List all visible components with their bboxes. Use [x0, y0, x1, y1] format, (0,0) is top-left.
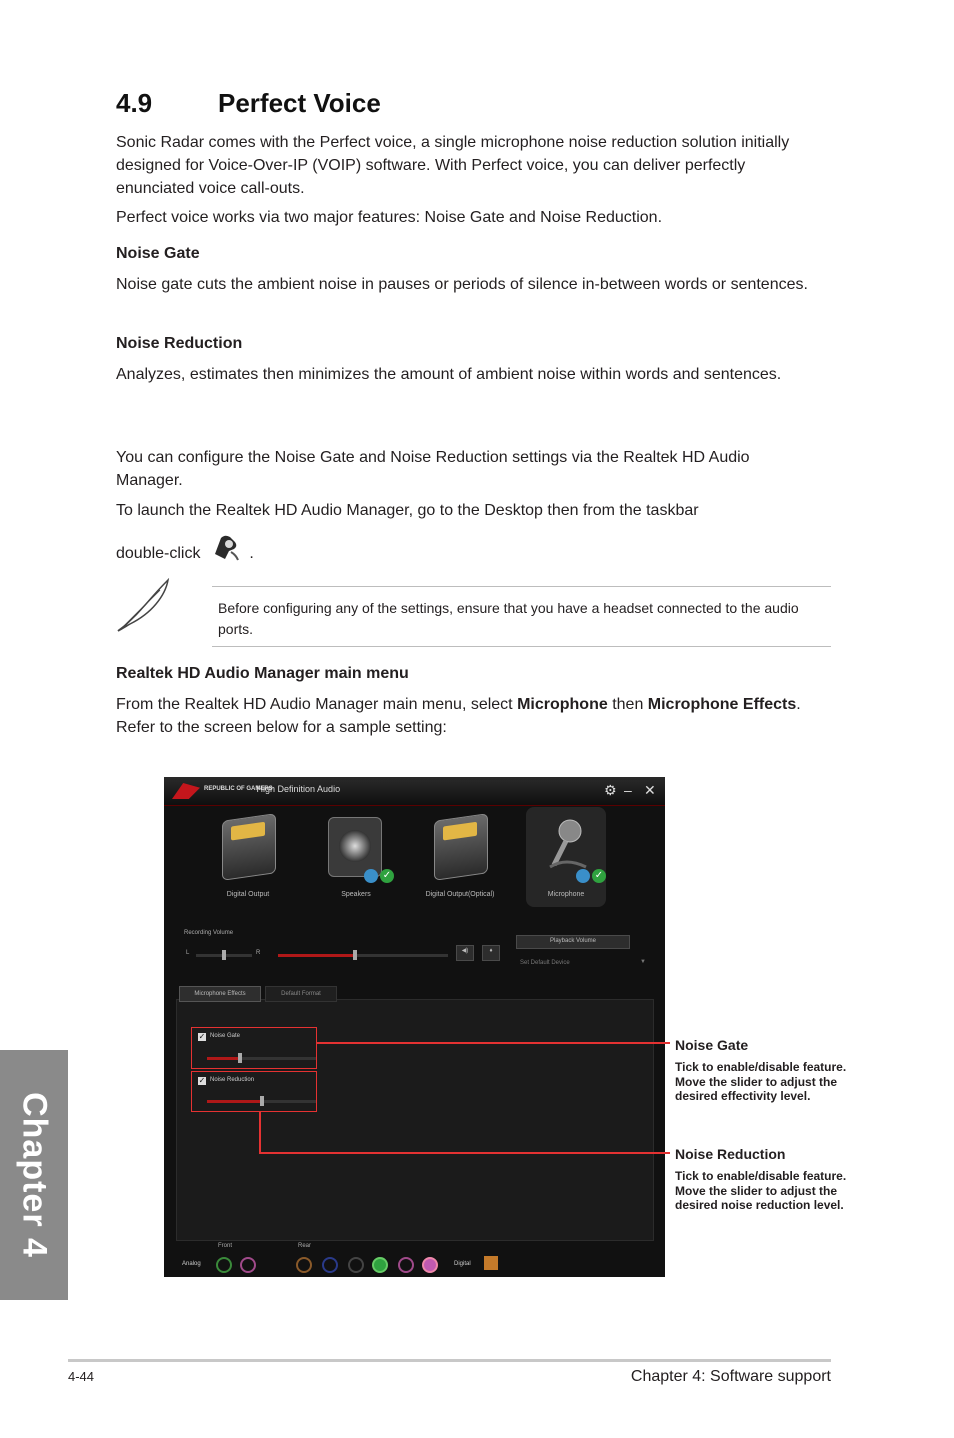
intro-paragraph-2: Perfect voice works via two major features: Noise Gate and Noise Reduction. [116, 209, 663, 226]
noise-reduction-callout-hline [259, 1152, 670, 1154]
noise-reduction-callout-vline [259, 1111, 261, 1153]
rear-label: Rear [298, 1243, 312, 1249]
digital-optical-icon [434, 813, 488, 881]
playback-volume-button[interactable]: Playback Volume [516, 935, 630, 949]
close-icon[interactable]: ✕ [644, 782, 656, 798]
noise-reduction-label: Noise Reduction [210, 1077, 255, 1083]
settings-icon[interactable]: ⚙ [604, 782, 617, 798]
instr-text-2: then [607, 696, 648, 713]
noise-gate-checkbox[interactable]: ✓ [198, 1032, 206, 1041]
device-label: Digital Output [226, 891, 270, 898]
section-heading [116, 88, 381, 119]
device-microphone[interactable] [526, 807, 606, 907]
speaker-check-icon: ✓ [380, 869, 394, 883]
set-default-device-dropdown[interactable]: Set Default Device [520, 960, 570, 966]
tab-default-format[interactable]: Default Format [265, 986, 337, 1002]
realtek-taskbar-icon [211, 532, 241, 569]
device-label: Digital Output(Optical) [425, 891, 495, 898]
instr-bold-microphone: Microphone [517, 696, 608, 713]
launch-line-1: To launch the Realtek HD Audio Manager, go to the Desktop then from the taskbar [116, 502, 699, 519]
chapter-tab-label: Chapter 4 [15, 1092, 54, 1258]
rear-blue-jack[interactable] [322, 1257, 338, 1273]
noise-gate-heading: Noise Gate [116, 245, 200, 262]
app-titlebar [164, 777, 665, 806]
speaker-cone [339, 830, 371, 862]
balance-left-label: L [186, 950, 190, 956]
minimize-icon[interactable]: – [624, 782, 632, 798]
main-menu-heading: Realtek HD Audio Manager main menu [116, 665, 409, 682]
note-text: Before configuring any of the settings, ensure that you have a headset connected to the audio ports. [218, 600, 799, 637]
rear-orange-jack[interactable] [296, 1257, 312, 1273]
recording-volume-slider[interactable] [278, 954, 448, 957]
section-number: 4.9 [116, 88, 153, 118]
microphone-check-icon: ✓ [592, 869, 606, 883]
rear-magenta-jack[interactable] [422, 1257, 438, 1273]
noise-gate-body: Noise gate cuts the ambient noise in pauses or periods of silence in-between words or sentences. [116, 276, 808, 293]
noise-reduction-checkbox[interactable]: ✓ [198, 1076, 206, 1085]
microphone-status-icon [576, 869, 590, 883]
brand-text: REPUBLIC OF GAMERS [204, 786, 273, 793]
device-digital-output[interactable] [208, 811, 288, 907]
device-label: Microphone [547, 891, 585, 898]
noise-gate-callout-line [316, 1042, 670, 1044]
footer-rule [68, 1359, 831, 1362]
digital-output-icon [222, 813, 276, 881]
front-pink-jack[interactable] [240, 1257, 256, 1273]
tab-microphone-effects[interactable]: Microphone Effects [179, 986, 261, 1002]
noise-gate-callout-desc: Tick to enable/disable feature. Move the slider to adjust the desired effectivity level. [675, 1060, 847, 1103]
digital-label: Digital [454, 1261, 471, 1267]
footer-chapter-title: Chapter 4: Software support [630, 1368, 831, 1385]
main-menu-instructions [116, 693, 816, 739]
digital-port-icon[interactable] [484, 1256, 498, 1270]
recording-volume-thumb[interactable] [353, 950, 357, 960]
rear-black-jack[interactable] [348, 1257, 364, 1273]
dropdown-chevron-icon[interactable]: ▼ [640, 959, 646, 965]
device-screen [231, 822, 265, 841]
device-screen [443, 822, 477, 841]
mic-boost-icon[interactable]: ♦ [482, 945, 500, 961]
chapter-side-tab [0, 1050, 68, 1300]
noise-reduction-callout-desc: Tick to enable/disable feature. Move the slider to adjust the desired noise reduction level. [675, 1169, 847, 1212]
configure-paragraph: You can configure the Noise Gate and Noise Reduction settings via the Realtek HD Audio Manager. [116, 449, 750, 489]
device-label: Speakers [341, 891, 371, 898]
noise-reduction-body: Analyzes, estimates then minimizes the amount of ambient noise within words and sentences. [116, 366, 782, 383]
mute-icon[interactable]: ◀) [456, 945, 474, 961]
noise-gate-label: Noise Gate [210, 1033, 241, 1039]
rear-pink-jack[interactable] [398, 1257, 414, 1273]
noise-reduction-heading: Noise Reduction [116, 335, 243, 352]
note-top-rule [212, 586, 831, 587]
instr-text-1: From the Realtek HD Audio Manager main menu, select [116, 696, 518, 713]
section-title: Perfect Voice [218, 88, 381, 118]
recording-volume-fill [278, 954, 355, 957]
rog-logo-icon [172, 783, 200, 799]
speaker-icon [328, 817, 382, 877]
device-speakers[interactable] [316, 811, 396, 907]
launch-line-2 [116, 532, 254, 569]
intro-paragraph-1: Sonic Radar comes with the Perfect voice, a single microphone noise reduction solution initially designed for Voice-Over-IP (VOIP) software. With Perfect voice, you can deliver perfectly enunciated voice call-outs. [116, 134, 790, 197]
front-green-jack[interactable] [216, 1257, 232, 1273]
speaker-status-icon [364, 869, 378, 883]
app-title [204, 784, 340, 794]
note-feather-icon [116, 578, 172, 637]
noise-gate-highlight-box [191, 1027, 317, 1069]
analog-label: Analog [182, 1261, 201, 1267]
double-click-text: double-click [116, 545, 201, 562]
balance-slider-thumb[interactable] [222, 950, 226, 960]
launch-line-end: . [249, 545, 254, 562]
front-label: Front [218, 1243, 233, 1249]
noise-gate-callout-title: Noise Gate [675, 1037, 749, 1053]
noise-reduction-highlight-box [191, 1071, 317, 1112]
recording-volume-label: Recording Volume [184, 930, 234, 936]
rear-green-jack[interactable] [372, 1257, 388, 1273]
instr-text-3: . Refer to the screen below for a sample setting: [116, 696, 801, 736]
note-bottom-rule [212, 646, 831, 647]
balance-right-label: R [256, 950, 261, 956]
device-digital-output-optical[interactable] [420, 811, 500, 907]
instr-bold-microphone-effects: Microphone Effects [647, 696, 797, 713]
page-number: 4-44 [68, 1369, 95, 1384]
app-title-text: High Definition Audio [256, 784, 341, 794]
noise-reduction-callout-title: Noise Reduction [675, 1146, 786, 1162]
